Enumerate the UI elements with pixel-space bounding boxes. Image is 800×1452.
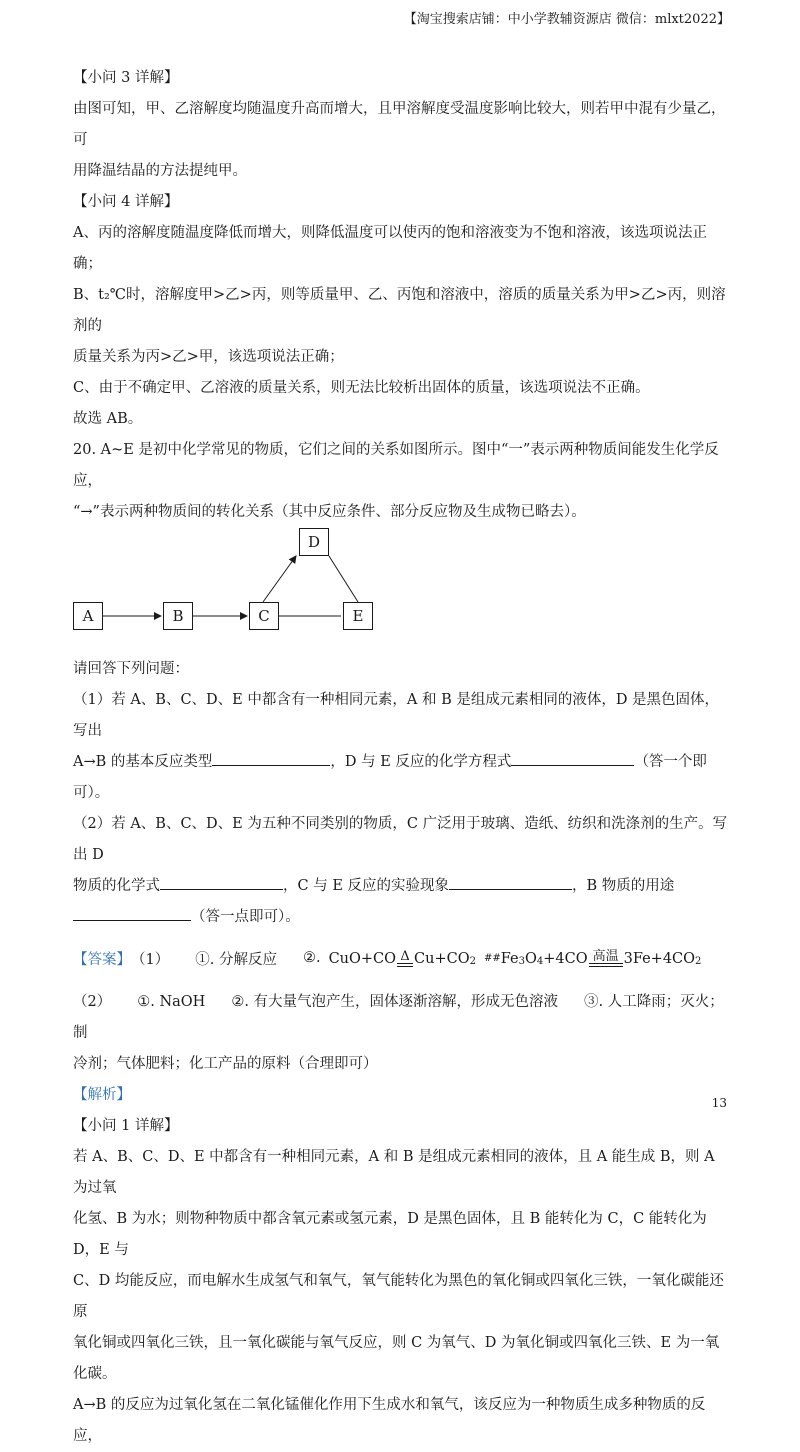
subq4-option-b-1: B、t₂℃时，溶解度甲>乙>丙，则等质量甲、乙、丙饱和溶液中，溶质的质量关系为甲>乙>丙，则溶剂的 <box>73 287 726 334</box>
page-number: 13 <box>711 1096 727 1110</box>
subq3-text-2: 用降温结晶的方法提纯甲。 <box>73 163 247 179</box>
node-b: B <box>163 602 193 630</box>
equation-cuo-co <box>329 950 476 967</box>
part1-text-a: A→B 的基本反应类型 <box>73 754 213 770</box>
subq4-option-b-2: 质量关系为丙>乙>甲，该选项说法正确； <box>73 349 344 365</box>
part2-text-a: 物质的化学式 <box>73 878 160 894</box>
node-a: A <box>73 602 103 630</box>
diagram-connectors <box>73 528 393 654</box>
subscript: 4 <box>536 955 544 967</box>
subscript: 3 <box>518 955 525 967</box>
equation-o: O <box>524 950 537 967</box>
part2-text-d: （答一点即可）。 <box>191 909 300 925</box>
answer2-number: （2） <box>73 994 112 1010</box>
subscript: 2 <box>469 955 476 967</box>
answer-blank[interactable] <box>160 875 283 890</box>
subq4-option-c: C、由于不确定甲、乙溶液的质量关系，则无法比较析出固体的质量，该选项说法不正确。 <box>73 380 650 396</box>
analysis-text-4: 氧化铜或四氧化三铁，且一氧化碳能与氧气反应，则 C 为氧气、D 为氧化铜或四氧化三铁、E 为一氧化碳。 <box>73 1335 720 1382</box>
equation-fe3o4-co <box>501 950 702 967</box>
equation-fe: Fe <box>500 950 519 967</box>
equation-separator: ## <box>483 952 501 964</box>
part2-stem: （2）若 A、B、C、D、E 为五种不同类别的物质，C 广泛用于玻璃、造纸、纺织和洗涤剂的生产。写出 D <box>73 816 728 863</box>
node-e: E <box>343 602 373 630</box>
subq3-text-1: 由图可知，甲、乙溶解度均随温度升高而增大，且甲溶解度受温度影响比较大，则若甲中混有少量乙，可 <box>73 101 726 148</box>
node-c: C <box>249 602 279 630</box>
subq4-choice: 故选 AB。 <box>73 411 143 427</box>
analysis-text-5: A→B 的反应为过氧化氢在二氧化锰催化作用下生成水和氧气，该反应为一种物质生成多种物质的反应， <box>73 1397 706 1444</box>
answer1-item1: ①. 分解反应 <box>195 951 277 968</box>
answer1-item2-label: ②. <box>302 950 321 966</box>
answer-part2 <box>73 987 733 1049</box>
part1-text-b: ，D 与 E 反应的化学方程式 <box>330 754 512 770</box>
heat-symbol: Δ <box>400 948 410 964</box>
document-body <box>73 63 733 1452</box>
line-d-e <box>329 556 358 602</box>
analysis-text-2: 化氢、B 为水；则物种物质中都含氧元素或氢元素，D 是黑色固体，且 B 能转化为 C，C 能转化为 D，E 与 <box>73 1211 707 1258</box>
subscript: 2 <box>695 955 702 967</box>
analysis-subq1-title: 【小问 1 详解】 <box>73 1118 179 1134</box>
equation-products: Cu+CO <box>414 950 470 967</box>
answer-blank[interactable] <box>73 906 191 921</box>
part2-text-b: ，C 与 E 反应的实验现象 <box>283 878 450 894</box>
analysis-label: 【解析】 <box>73 1087 131 1103</box>
equation-reactants: +4CO <box>543 950 588 967</box>
equation-products: 3Fe+4CO <box>623 950 696 967</box>
part2-text-c: ，B 物质的用途 <box>572 878 675 894</box>
answer-blank[interactable] <box>511 751 634 766</box>
answer-part1 <box>73 933 733 983</box>
part1-blanks <box>73 747 733 809</box>
answer-part2-cont: 冷剂；气体肥料；化工产品的原料（合理即可） <box>73 1056 378 1072</box>
answer-prompt: 请回答下列问题： <box>73 661 189 677</box>
part2-blanks-line3 <box>73 902 733 933</box>
high-temp-label: 高温 <box>592 948 619 964</box>
equation-reactants: CuO+CO <box>328 950 397 967</box>
answer-label: 【答案】 <box>73 951 131 968</box>
answer2-item1: ①. NaOH <box>137 994 206 1010</box>
node-d: D <box>299 528 329 556</box>
arrow-c-to-d <box>263 556 296 602</box>
subq3-title: 【小问 3 详解】 <box>73 70 179 86</box>
subq4-option-a: A、丙的溶解度随温度降低而增大，则降低温度可以使丙的饱和溶液变为不饱和溶液，该选项说法正确； <box>73 225 707 272</box>
answer2-item2: ②. 有大量气泡产生，固体逐渐溶解，形成无色溶液 <box>231 994 559 1010</box>
subq4-title: 【小问 4 详解】 <box>73 194 179 210</box>
answer2-item3: ③. 人工降雨；灭火；制 <box>73 994 724 1041</box>
answer-blank[interactable] <box>212 751 330 766</box>
question20-stem-1: 20. A~E 是初中化学常见的物质，它们之间的关系如图所示。图中“一”表示两种物质间能发生化学反应， <box>73 442 719 489</box>
analysis-text-3: C、D 均能反应，而电解水生成氢气和氧气，氧气能转化为黑色的氧化铜或四氧化三铁，一氧化碳能还原 <box>73 1273 724 1320</box>
equation-condition <box>397 950 413 967</box>
analysis-text-1: 若 A、B、C、D、E 中都含有一种相同元素，A 和 B 是组成元素相同的液体，且 A 能生成 B，则 A 为过氧 <box>73 1149 715 1196</box>
answer1-number: （1） <box>131 951 170 968</box>
part2-blanks <box>73 871 733 902</box>
question20-stem-2: “→”表示两种物质间的转化关系（其中反应条件、部分反应物及生成物已略去）。 <box>73 504 586 520</box>
header-watermark-note: 【淘宝搜索店铺：中小学教辅资源店 微信：mlxt2022】 <box>403 12 730 27</box>
part1-stem: （1）若 A、B、C、D、E 中都含有一种相同元素，A 和 B 是组成元素相同的液体，D 是黑色固体，写出 <box>73 692 720 739</box>
part1-text-c: （答一个即可）。 <box>73 754 707 801</box>
equation-condition <box>589 950 623 967</box>
answer-blank[interactable] <box>449 875 572 890</box>
relation-diagram <box>73 528 733 654</box>
